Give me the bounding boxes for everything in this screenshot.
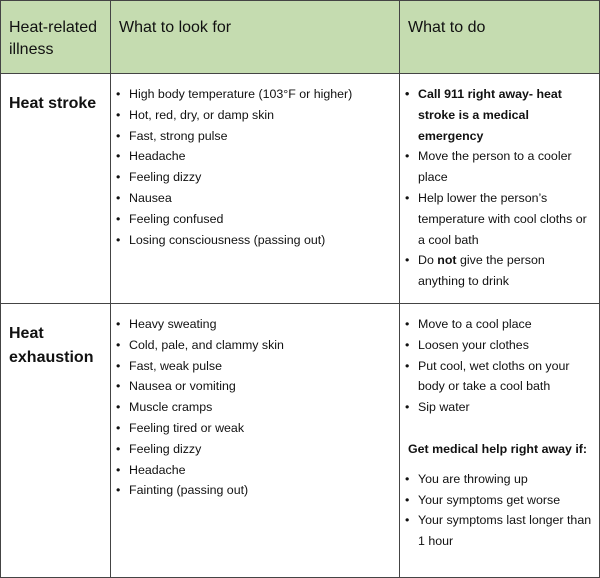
list-item: • Loosen your clothes xyxy=(400,335,595,356)
list-item: • Your symptoms get worse xyxy=(400,490,595,511)
actions-cell xyxy=(400,304,600,578)
illness-heat-exhaustion: Heat exhaustion xyxy=(1,304,111,578)
list-item: • Nausea or vomiting xyxy=(111,376,395,397)
actions-cell xyxy=(400,74,600,304)
table-row xyxy=(1,304,600,578)
list-item: • Put cool, wet cloths on your body or take a cool bath xyxy=(400,356,595,398)
not-emphasis: not xyxy=(437,253,457,268)
list-item xyxy=(400,250,595,292)
header-illness: Heat-related illness xyxy=(1,1,111,74)
list-item: • Feeling confused xyxy=(111,209,395,230)
list-item: • Cold, pale, and clammy skin xyxy=(111,335,395,356)
symptoms-cell xyxy=(111,74,400,304)
list-item: • Feeling dizzy xyxy=(111,439,395,460)
list-item: • Call 911 right away- heat stroke is a medical emergency xyxy=(400,84,595,146)
list-item: • Feeling tired or weak xyxy=(111,418,395,439)
do-prefix: Do xyxy=(418,253,438,268)
list-item: • Heavy sweating xyxy=(111,314,395,335)
list-item: • Your symptoms last longer than 1 hour xyxy=(400,510,595,552)
list-item: • Headache xyxy=(111,460,395,481)
header-look-for: What to look for xyxy=(111,1,400,74)
header-row xyxy=(1,1,600,74)
list-item: • Move to a cool place xyxy=(400,314,595,335)
symptom-list xyxy=(111,84,395,250)
list-item: • Fainting (passing out) xyxy=(111,480,395,501)
medical-help-heading: Get medical help right away if: xyxy=(408,441,588,456)
symptom-list xyxy=(111,314,395,501)
list-item: • Muscle cramps xyxy=(111,397,395,418)
list-item: • Feeling dizzy xyxy=(111,167,395,188)
action-list xyxy=(400,314,595,418)
help-condition-list xyxy=(400,469,595,552)
list-item: • You are throwing up xyxy=(400,469,595,490)
action-list xyxy=(400,84,595,292)
header-what-to-do: What to do xyxy=(400,1,600,74)
list-item: • Fast, strong pulse xyxy=(111,126,395,147)
list-item: • Headache xyxy=(111,146,395,167)
list-item: • Hot, red, dry, or damp skin xyxy=(111,105,395,126)
list-item: • Move the person to a cooler place xyxy=(400,146,595,188)
list-item: • High body temperature (103°F or higher) xyxy=(111,84,395,105)
list-item: • Losing consciousness (passing out) xyxy=(111,230,395,251)
list-item: • Nausea xyxy=(111,188,395,209)
list-item: • Fast, weak pulse xyxy=(111,356,395,377)
list-item: • Sip water xyxy=(400,397,595,418)
table-row xyxy=(1,74,600,304)
illness-heat-stroke: Heat stroke xyxy=(1,74,111,304)
do-suffix: give the person anything to drink xyxy=(418,253,545,289)
symptoms-cell xyxy=(111,304,400,578)
list-item: • Help lower the person’s temperature with cool cloths or a cool bath xyxy=(400,188,595,250)
